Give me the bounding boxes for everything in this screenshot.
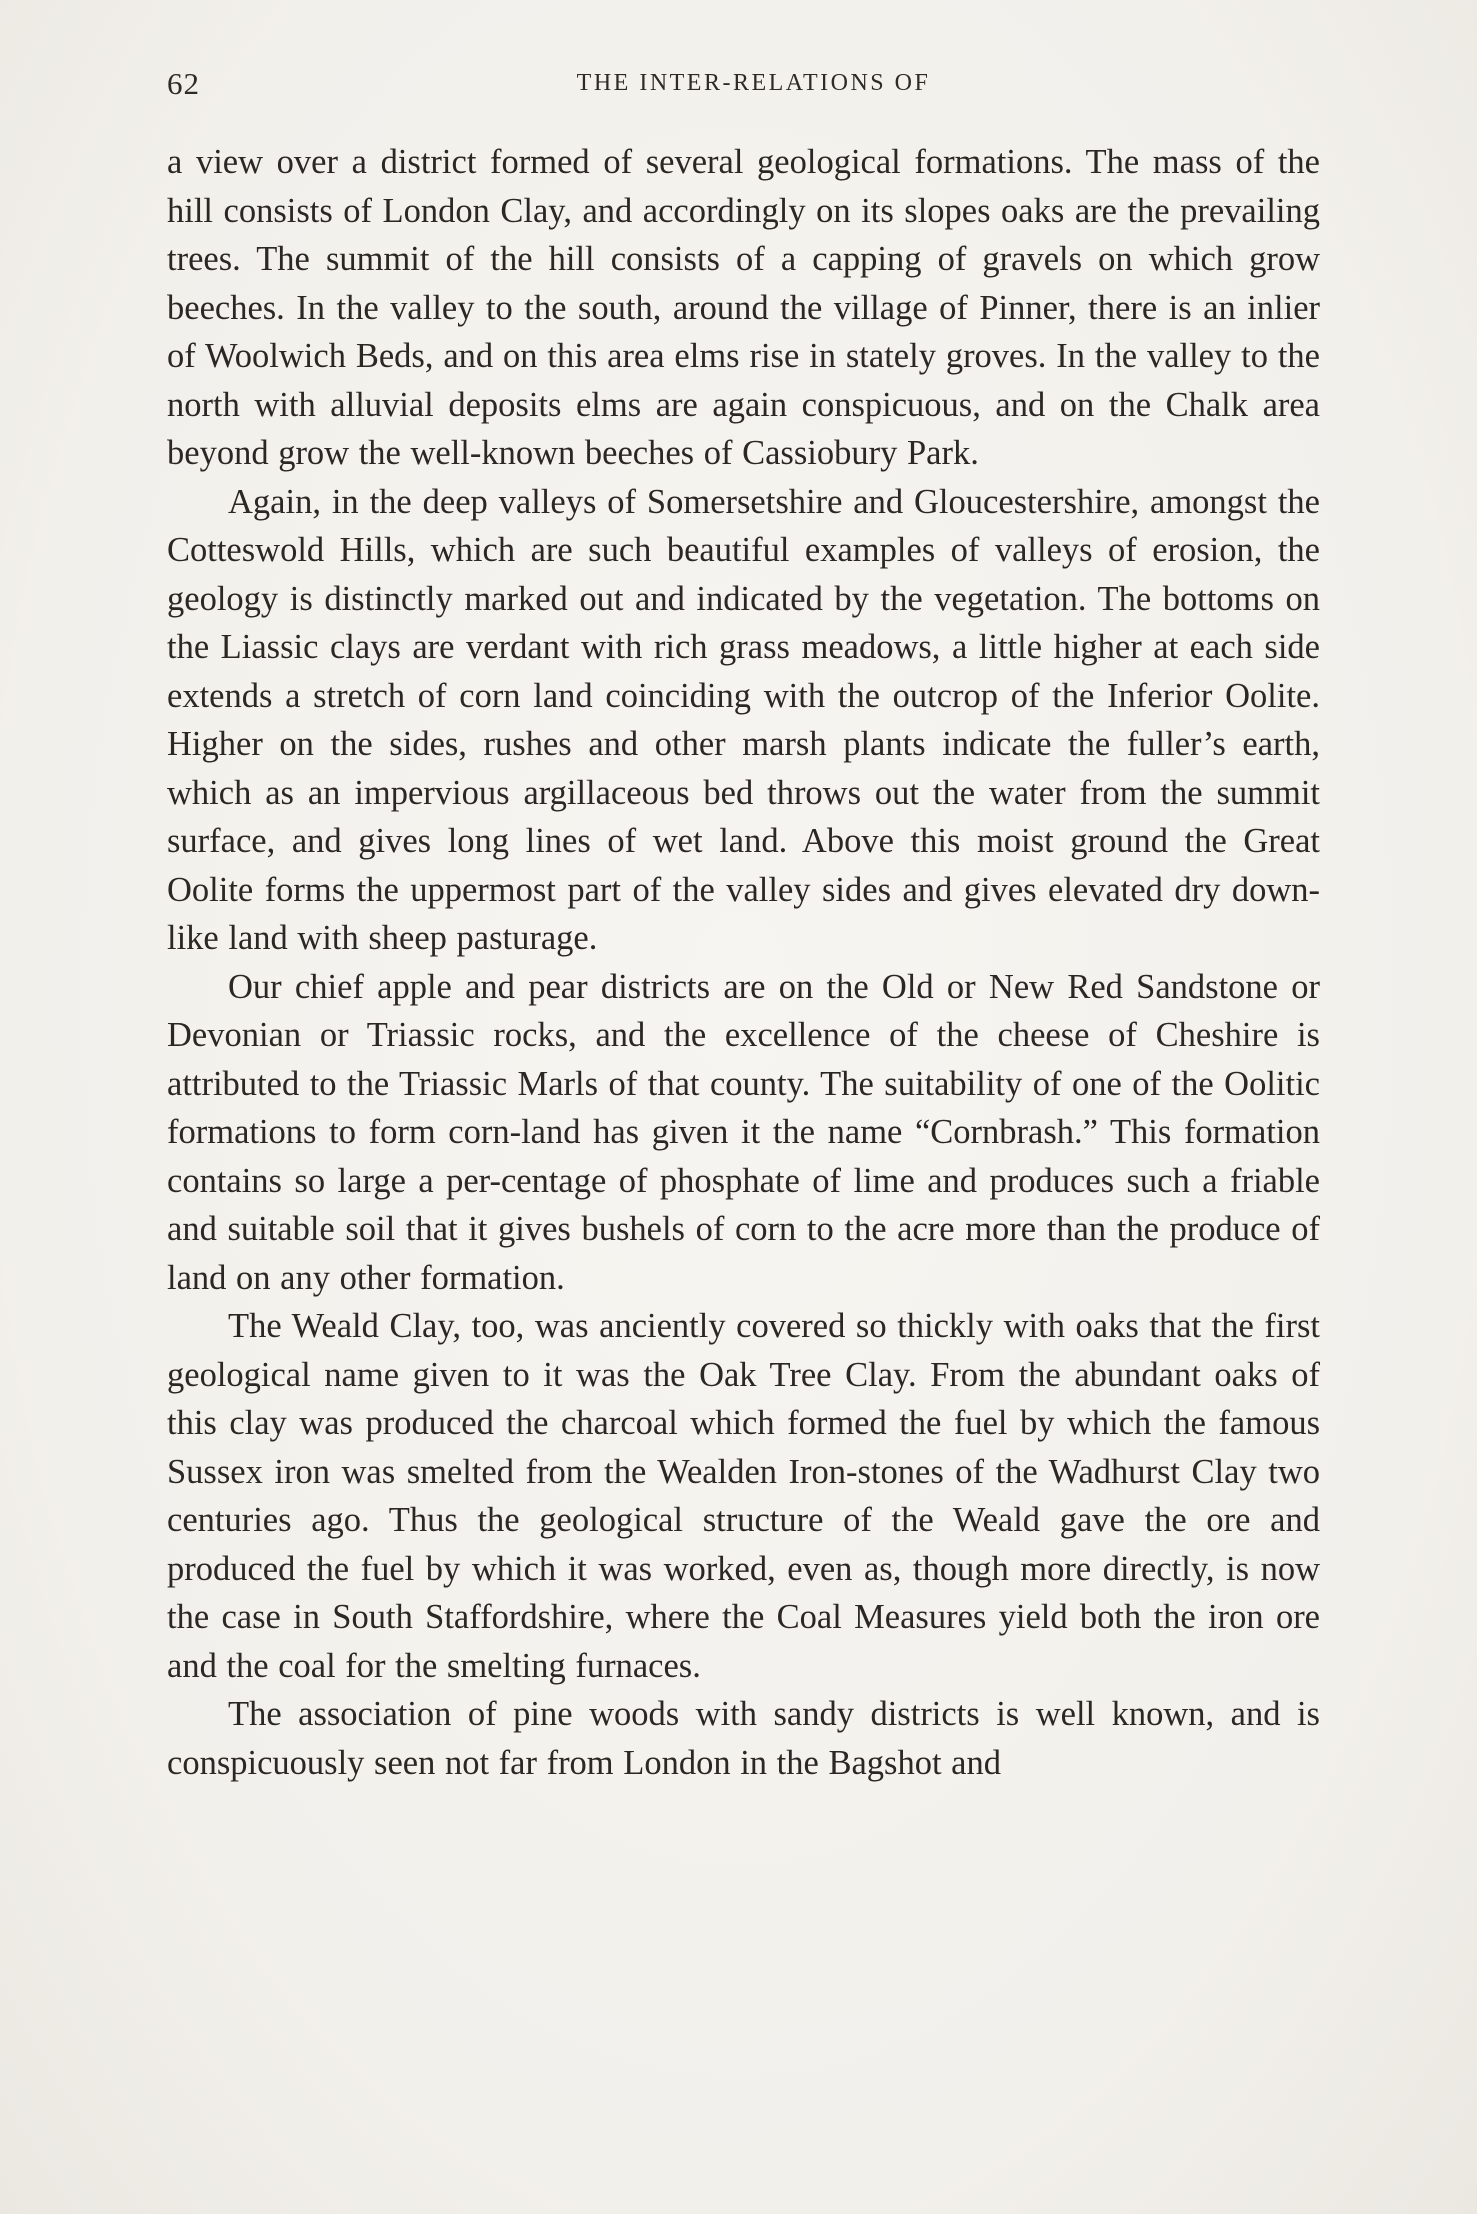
paragraph-apple-pear-districts: Our chief apple and pear districts are on the Old or New Red Sandstone or Devonian or Triassic rocks, and the excellence of the cheese of Cheshire is attributed to the Triassic Marls of that county. The suitability of one of the Oolitic formations to form corn-land has given it the name “Cornbrash.” This formation contains so large a per-centage of phosphate of lime and produces such a friable and suitable soil that it gives bushels of corn to the acre more than the produce of land on any other formation. [167, 967, 1320, 1297]
running-head [167, 66, 1320, 110]
paragraph-continued: a view over a district formed of several geological formations. The mass of the hill consists of London Clay, and accordingly on its slopes oaks are the prevailing trees. The summit of the hill consists of a capping of gravels on which grow beeches. In the valley to the south, around the village of Pinner, there is an inlier of Woolwich Beds, and on this area elms rise in stately groves. In the valley to the north with alluvial deposits elms are again conspicuous, and on the Chalk area beyond grow the well-known beeches of Cassiobury Park. [167, 143, 1320, 472]
page-number: 62 [167, 66, 200, 101]
paragraph-pine-woods: The association of pine woods with sandy districts is well known, and is conspicuously seen not far from London in the Bagshot and [167, 1695, 1320, 1782]
paragraph-weald-clay: The Weald Clay, too, was anciently covered so thickly with oaks that the first geological name given to it was the Oak Tree Clay. From the abundant oaks of this clay was produced the charcoal which formed the fuel by which the famous Sussex iron was smelted from the Wealden Iron-stones of the Wadhurst Clay two centuries ago. Thus the geological structure of the Weald gave the ore and produced the fuel by which it was worked, even as, though more directly, is now the case in South Staffordshire, where the Coal Measures yield both the iron ore and the coal for the smelting furnaces. [167, 1307, 1320, 1685]
running-title: THE INTER-RELATIONS OF [576, 70, 931, 96]
paragraph-cotteswold-valleys: Again, in the deep valleys of Somersetshire and Gloucestershire, amongst the Cotteswold Hills, which are such beautiful examples of valleys of erosion, the geology is distinctly marked out and indicated by the vegetation. The bottoms on the Liassic clays are verdant with rich grass meadows, a little higher at each side extends a stretch of corn land coinciding with the outcrop of the Inferior Oolite. Higher on the sides, rushes and other marsh plants indicate the fuller’s earth, which as an impervious argillaceous bed throws out the water from the summit surface, and gives long lines of wet land. Above this moist ground the Great Oolite forms the uppermost part of the valley sides and gives elevated dry down-like land with sheep pasturage. [167, 482, 1320, 957]
body-text [167, 138, 1320, 1787]
